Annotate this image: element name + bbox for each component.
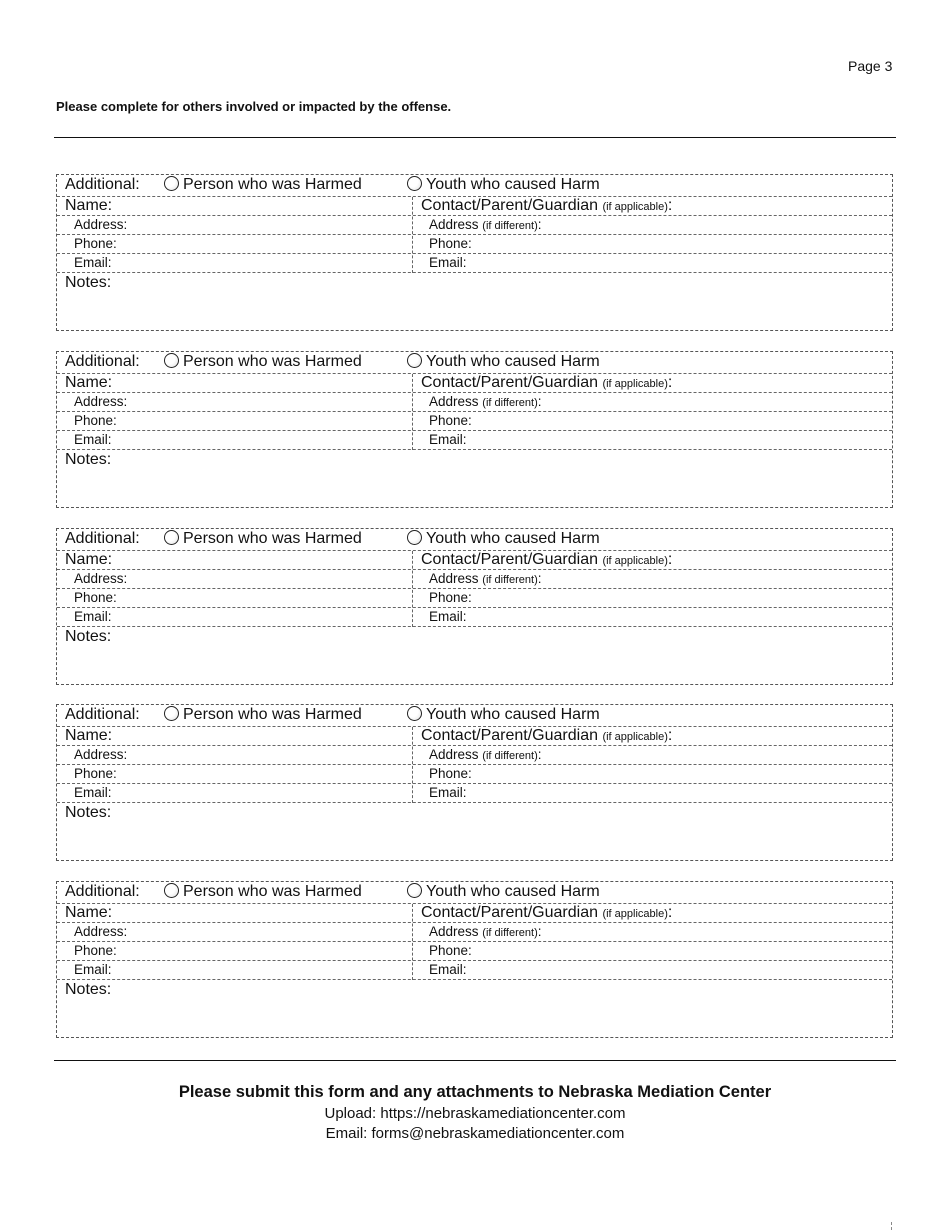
contact-email-label: Email: (429, 432, 467, 447)
notes-label: Notes: (65, 981, 112, 998)
youth-harm-label: Youth who caused Harm (426, 530, 600, 547)
phone-row[interactable] (57, 765, 892, 784)
column-divider (412, 374, 413, 450)
youth-harm-radio[interactable] (407, 706, 422, 721)
contact-colon: : (667, 551, 673, 568)
name-label: Name: (65, 197, 113, 214)
address-label: Address: (74, 394, 128, 409)
party-type-row (57, 882, 892, 904)
contact-label (421, 904, 672, 922)
contact-note: (if applicable) (602, 555, 668, 567)
additional-party-block-1 (56, 174, 893, 331)
address-colon: : (537, 571, 542, 586)
phone-row[interactable] (57, 942, 892, 961)
additional-label: Additional: (65, 706, 140, 723)
additional-label: Additional: (65, 176, 140, 193)
address-label: Address: (74, 924, 128, 939)
youth-harm-option[interactable] (407, 353, 600, 371)
address-label: Address: (74, 571, 128, 586)
contact-address-text: Address (429, 924, 479, 939)
person-harmed-label: Person who was Harmed (183, 530, 362, 547)
email-row[interactable] (57, 254, 892, 273)
bottom-rule (54, 1060, 896, 1061)
additional-party-block-4 (56, 704, 893, 861)
contact-address-label (429, 394, 542, 409)
address-row[interactable] (57, 923, 892, 942)
email-label: Email: (74, 962, 112, 977)
additional-party-block-2 (56, 351, 893, 508)
name-label: Name: (65, 904, 113, 921)
email-label: Email: (74, 432, 112, 447)
person-harmed-option[interactable] (164, 883, 362, 901)
contact-address-text: Address (429, 571, 479, 586)
contact-address-text: Address (429, 394, 479, 409)
contact-note: (if applicable) (602, 378, 668, 390)
person-harmed-label: Person who was Harmed (183, 706, 362, 723)
youth-harm-radio[interactable] (407, 176, 422, 191)
email-row[interactable] (57, 784, 892, 803)
additional-label: Additional: (65, 530, 140, 547)
phone-row[interactable] (57, 589, 892, 608)
footer-email: Email: forms@nebraskamediationcenter.com (325, 1125, 625, 1142)
contact-email-label: Email: (429, 785, 467, 800)
address-note: (if different) (482, 750, 538, 762)
phone-label: Phone: (74, 413, 117, 428)
address-note: (if different) (482, 220, 538, 232)
name-row[interactable] (57, 374, 892, 393)
address-label: Address: (74, 747, 128, 762)
address-colon: : (537, 394, 542, 409)
address-row[interactable] (57, 216, 892, 235)
name-label: Name: (65, 374, 113, 391)
person-harmed-radio[interactable] (164, 883, 179, 898)
notes-label: Notes: (65, 451, 112, 468)
youth-harm-option[interactable] (407, 883, 600, 901)
phone-row[interactable] (57, 235, 892, 254)
additional-party-block-3 (56, 528, 893, 685)
contact-address-label (429, 571, 542, 586)
instruction-text: Please complete for others involved or impacted by the offense. (56, 99, 452, 114)
youth-harm-radio[interactable] (407, 883, 422, 898)
phone-label: Phone: (74, 590, 117, 605)
email-row[interactable] (57, 608, 892, 627)
contact-phone-label: Phone: (429, 236, 472, 251)
person-harmed-label: Person who was Harmed (183, 883, 362, 900)
name-row[interactable] (57, 551, 892, 570)
phone-row[interactable] (57, 412, 892, 431)
email-label: Email: (74, 609, 112, 624)
contact-address-text: Address (429, 217, 479, 232)
footer-upload: Upload: https://nebraskamediationcenter.com (324, 1105, 626, 1122)
phone-label: Phone: (74, 766, 117, 781)
person-harmed-label: Person who was Harmed (183, 353, 362, 370)
address-note: (if different) (482, 927, 538, 939)
youth-harm-radio[interactable] (407, 530, 422, 545)
contact-phone-label: Phone: (429, 590, 472, 605)
contact-text: Contact/Parent/Guardian (421, 197, 598, 214)
contact-note: (if applicable) (602, 731, 668, 743)
column-divider (412, 727, 413, 803)
person-harmed-radio[interactable] (164, 530, 179, 545)
contact-note: (if applicable) (602, 201, 668, 213)
contact-email-label: Email: (429, 255, 467, 270)
notes-label: Notes: (65, 804, 112, 821)
person-harmed-option[interactable] (164, 353, 362, 371)
email-label: Email: (74, 255, 112, 270)
address-note: (if different) (482, 397, 538, 409)
contact-colon: : (667, 904, 673, 921)
name-row[interactable] (57, 904, 892, 923)
person-harmed-radio[interactable] (164, 353, 179, 368)
notes-label: Notes: (65, 628, 112, 645)
additional-label: Additional: (65, 353, 140, 370)
email-row[interactable] (57, 431, 892, 450)
phone-label: Phone: (74, 943, 117, 958)
name-label: Name: (65, 551, 113, 568)
contact-colon: : (667, 374, 673, 391)
contact-email-label: Email: (429, 962, 467, 977)
name-row[interactable] (57, 197, 892, 216)
contact-address-label (429, 217, 542, 232)
person-harmed-radio[interactable] (164, 176, 179, 191)
top-rule (54, 137, 896, 138)
person-harmed-label: Person who was Harmed (183, 176, 362, 193)
contact-email-label: Email: (429, 609, 467, 624)
youth-harm-label: Youth who caused Harm (426, 883, 600, 900)
email-row[interactable] (57, 961, 892, 980)
additional-party-block-5 (56, 881, 893, 1038)
notes-label: Notes: (65, 274, 112, 291)
address-colon: : (537, 217, 542, 232)
contact-label (421, 727, 672, 745)
person-harmed-option[interactable] (164, 530, 362, 548)
youth-harm-option[interactable] (407, 530, 600, 548)
additional-label: Additional: (65, 883, 140, 900)
address-note: (if different) (482, 574, 538, 586)
footer-title: Please submit this form and any attachments to Nebraska Mediation Center (178, 1083, 772, 1101)
person-harmed-option[interactable] (164, 176, 362, 194)
party-type-row (57, 352, 892, 374)
name-row[interactable] (57, 727, 892, 746)
address-row[interactable] (57, 393, 892, 412)
contact-note: (if applicable) (602, 908, 668, 920)
page-number: Page 3 (848, 58, 893, 74)
contact-label (421, 197, 672, 215)
party-type-row (57, 705, 892, 727)
name-label: Name: (65, 727, 113, 744)
contact-text: Contact/Parent/Guardian (421, 727, 598, 744)
address-colon: : (537, 924, 542, 939)
youth-harm-option[interactable] (407, 176, 600, 194)
contact-colon: : (667, 727, 673, 744)
party-type-row (57, 529, 892, 551)
contact-address-text: Address (429, 747, 479, 762)
phone-label: Phone: (74, 236, 117, 251)
address-row[interactable] (57, 570, 892, 589)
person-harmed-option[interactable] (164, 706, 362, 724)
contact-phone-label: Phone: (429, 943, 472, 958)
contact-label (421, 374, 672, 392)
contact-text: Contact/Parent/Guardian (421, 551, 598, 568)
contact-address-label (429, 747, 542, 762)
youth-harm-label: Youth who caused Harm (426, 353, 600, 370)
youth-harm-label: Youth who caused Harm (426, 176, 600, 193)
contact-phone-label: Phone: (429, 413, 472, 428)
contact-colon: : (667, 197, 673, 214)
person-harmed-radio[interactable] (164, 706, 179, 721)
youth-harm-radio[interactable] (407, 353, 422, 368)
page-corner-mark (891, 1222, 893, 1230)
email-label: Email: (74, 785, 112, 800)
youth-harm-option[interactable] (407, 706, 600, 724)
column-divider (412, 551, 413, 627)
contact-label (421, 551, 672, 569)
contact-address-label (429, 924, 542, 939)
party-type-row (57, 175, 892, 197)
contact-text: Contact/Parent/Guardian (421, 904, 598, 921)
youth-harm-label: Youth who caused Harm (426, 706, 600, 723)
contact-text: Contact/Parent/Guardian (421, 374, 598, 391)
column-divider (412, 197, 413, 273)
address-colon: : (537, 747, 542, 762)
column-divider (412, 904, 413, 980)
address-row[interactable] (57, 746, 892, 765)
address-label: Address: (74, 217, 128, 232)
contact-phone-label: Phone: (429, 766, 472, 781)
